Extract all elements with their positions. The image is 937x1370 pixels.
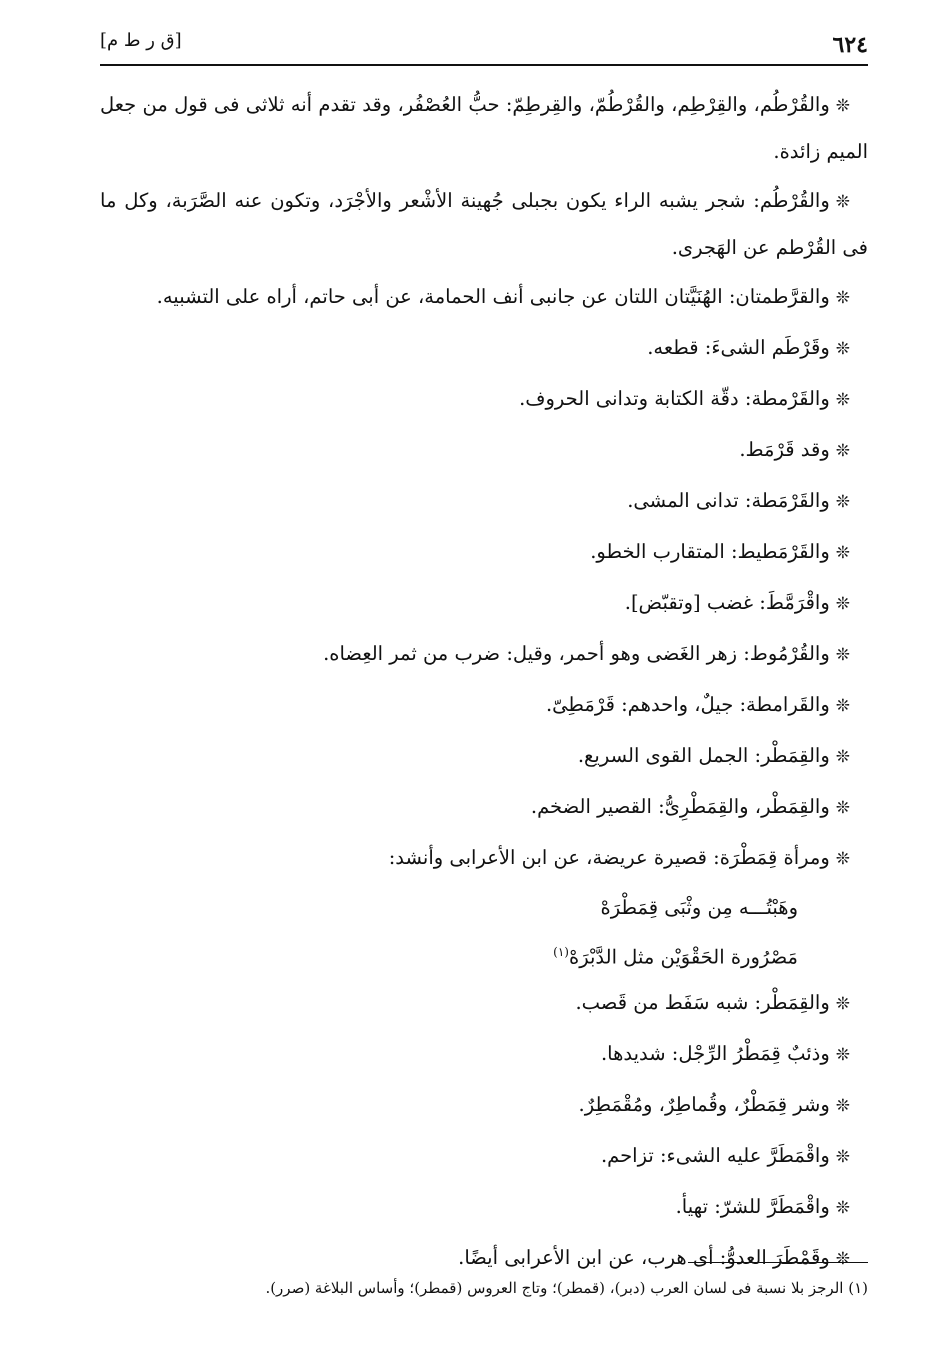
asterisk-icon: ❊ [835, 192, 850, 212]
verse-line: وهَبْتُـــه مِن وثْبَى قِمَطْرَهْ [600, 896, 798, 919]
asterisk-icon: ❊ [835, 543, 850, 563]
root-label: [ق ر ط م] [100, 30, 182, 51]
entry-text: واقْمَطَرَّ عليه الشىء: تزاحم. [600, 1143, 830, 1167]
entry-text: والقَرْمطة: دقّة الكتابة وتدانى الحروف. [519, 387, 830, 410]
entry [100, 835, 868, 882]
asterisk-icon: ❊ [835, 1095, 850, 1116]
page-number: ٦٢٤ [832, 32, 868, 58]
verse-block [100, 886, 868, 980]
entry-text: واقْمَطَرَّ للشرّ: تهيأ. [675, 1194, 830, 1218]
asterisk-icon: ❊ [835, 1197, 850, 1218]
entry [100, 376, 868, 423]
entry [100, 1133, 868, 1180]
footnote-reference: (١) [553, 945, 569, 959]
entry [100, 274, 868, 321]
asterisk-icon: ❊ [835, 993, 850, 1014]
entry-text: والقِمَطْر، والقِمَطْرِىُّ: القصير الضخم. [530, 795, 830, 818]
asterisk-icon: ❊ [835, 798, 850, 818]
entry [100, 478, 868, 525]
entry-text: والقِمَطْر: الجمل القوى السريع. [577, 744, 830, 767]
entry [100, 1082, 868, 1129]
entry [100, 427, 868, 474]
entry [100, 733, 868, 780]
entry [100, 178, 868, 270]
entry [100, 1184, 868, 1231]
entry [100, 1031, 868, 1078]
entry-text: واقْرَمَّطَ: غضب [وتقبّض]. [624, 591, 830, 614]
asterisk-icon: ❊ [835, 594, 850, 614]
page-body [100, 66, 868, 1282]
entry [100, 784, 868, 831]
verse-text: مَصْرُورة الحَقْوَيْن مثل الدَّبْرَهْ [568, 945, 798, 969]
asterisk-icon: ❊ [835, 339, 850, 359]
entry [100, 580, 868, 627]
footnote-divider [688, 1262, 868, 1263]
page-header [100, 28, 868, 66]
entry-text: والقَرامطة: جيلٌ، واحدهم: قَرْمَطِىّ. [545, 693, 830, 716]
asterisk-icon: ❊ [835, 1146, 850, 1167]
asterisk-icon: ❊ [835, 441, 850, 461]
entry-text: وذئبٌ قِمَطْرُ الرِّجْل: شديدها. [600, 1041, 830, 1065]
entry-text: والقُرْمُوط: زهر الغَضى وهو أحمر، وقيل: ضرب من ثمر العِضاه. [323, 642, 830, 665]
asterisk-icon: ❊ [835, 747, 850, 767]
entry-text: والقرَّطمتان: الهُنَيَّتان اللتان عن جانبى أنف الحمامة، عن أبى حاتم، أراه على التشبيه. [156, 285, 830, 308]
verse-line [100, 930, 798, 980]
asterisk-icon: ❊ [835, 696, 850, 716]
asterisk-icon: ❊ [835, 645, 850, 665]
entry-text: والقُرْطُم، والقِرْطِم، والقُرْطُمّ، والقِرطِمّ: حبُّ العُصْفُر، وقد تقدم أنه ثلاثى فى قول من جعل الميم زائدة. [100, 93, 868, 163]
entry [100, 631, 868, 678]
entry-text: وشر قِمَطْرٌ، وقُماطِرٌ، ومُقْمَطِرٌ. [578, 1092, 830, 1116]
asterisk-icon: ❊ [835, 1044, 850, 1065]
entry [100, 980, 868, 1027]
book-page [100, 28, 868, 1348]
asterisk-icon: ❊ [835, 288, 850, 308]
entry-text: وقَمْطَرَ العدوُّ: أى هرب، عن ابن الأعرابى أيضًا. [458, 1245, 830, 1269]
asterisk-icon: ❊ [835, 849, 850, 869]
entry-text: والقِمَطْر: شبه سَفَط من قَصب. [575, 990, 830, 1014]
asterisk-icon: ❊ [835, 96, 850, 116]
entry-text: ومرأة قِمَطْرَة: قصيرة عريضة، عن ابن الأعرابى وأنشد: [388, 846, 830, 869]
footnote: (١) الرجز بلا نسبة فى لسان العرب (دبر)، (قمطر)؛ وتاج العروس (قمطر)؛ وأساس البلاغة (صرر). [265, 1279, 868, 1297]
asterisk-icon: ❊ [835, 390, 850, 410]
asterisk-icon: ❊ [835, 1248, 850, 1269]
entry-text: والقَرْمَطة: تدانى المشى. [627, 489, 830, 512]
entry-text: والقَرْمَطيط: المتقارب الخطو. [590, 540, 830, 563]
entry [100, 1235, 868, 1282]
entry [100, 82, 868, 174]
entry-text: وقَرْطَم الشىءَ: قطعه. [647, 336, 830, 359]
asterisk-icon: ❊ [835, 492, 850, 512]
entry-text: والقُرْطُم: شجر يشبه الراء يكون بجبلى جُهينة الأشْعر والأجْرَد، وتكون عنه الصَّرَبة، وكل ما فى القُرْطم عن الهَجرى. [100, 189, 868, 259]
entry-text: وقد قَرْمَط. [739, 438, 830, 461]
entry [100, 682, 868, 729]
entry [100, 325, 868, 372]
entry [100, 529, 868, 576]
